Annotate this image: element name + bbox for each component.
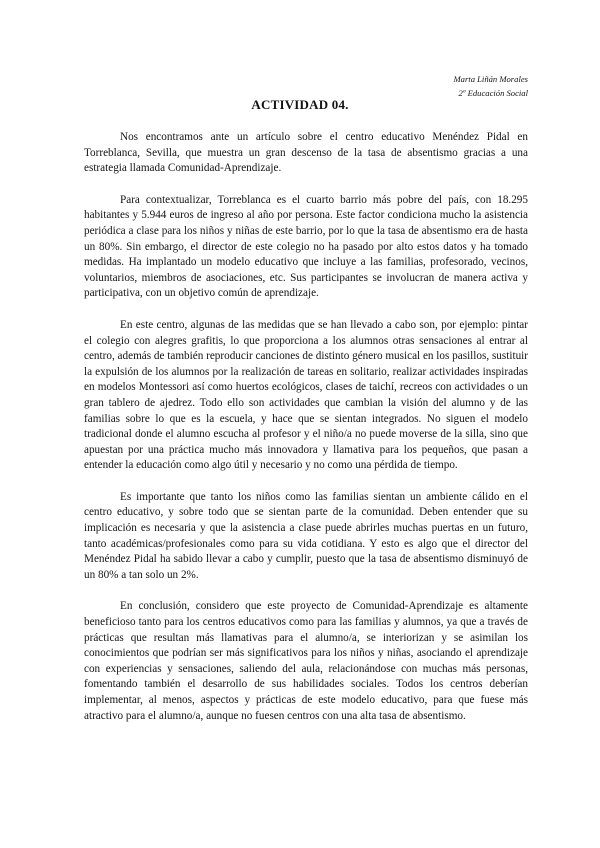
author-block — [454, 72, 528, 100]
paragraph-introduction: Nos encontramos ante un artículo sobre el centro educativo Menéndez Pidal en Torreblanca, Sevilla, que muestra un gran descenso de la tasa de absentismo gracias a una estrategia llamada Comunidad-Aprendizaje. — [84, 131, 528, 175]
course-label: 2º Educación Social — [458, 88, 528, 98]
paragraph-community: Es importante que tanto los niños como las familias sientan un ambiente cálido en el centro educativo, y sobre todo que se sientan parte de la comunidad. Deben entender que su implicación es necesaria y que la asistencia a clase puede abrirles muchas puertas en un futuro, tanto académicas/profesionales como para su vida cotidiana. Y esto es algo que el director del Menéndez Pidal ha sabido llevar a cabo y cumplir, puesto que la tasa de absentismo disminuyó de un 80% a tan solo un 2%. — [84, 490, 528, 581]
author-name: Marta Liñán Morales — [453, 74, 528, 84]
page-title: ACTIVIDAD 04. — [251, 97, 349, 112]
paragraph-conclusion: En conclusión, considero que este proyecto de Comunidad-Aprendizaje es altamente beneficioso tanto para los centros educativos como para las familias y alumnos, ya que a través de prácticas que resultan más llamativas para el alumno/a, se interiorizan y se asimilan los conocimientos que podrían ser más significativos para los niños y niñas, asociando el aprendizaje con experiencias y sensaciones, saliendo del aula, relacionándose con muchas más personas, fomentando también el desarrollo de sus habilidades sociales. Todos los centros deberían implementar, al menos, aspectos y prácticas de este modelo educativo, para que fuese más atractivo para el alumno/a, aunque no fuesen centros con una alta tasa de absentismo. — [84, 600, 528, 722]
paragraph-context: Para contextualizar, Torreblanca es el cuarto barrio más pobre del país, con 18.295 habitantes y 5.944 euros de ingreso al año por persona. Este factor condiciona mucho la asistencia periódica a clase para los niños y niñas de este barrio, por lo que la tasa de absentismo era de hasta un 80%. Sin embargo, el director de este colegio no ha pasado por alto estos datos y ha tomado medidas. Ha implantado un modelo educativo que incluye a las familias, profesorado, vecinos, voluntarios, miembros de asociaciones, etc. Sus participantes se involucran de manera activa y participativa, con un objetivo común de aprendizaje. — [84, 193, 528, 300]
document-body — [84, 130, 528, 740]
paragraph-measures: En este centro, algunas de las medidas que se han llevado a cabo son, por ejemplo: pintar el colegio con alegres grafitis, lo que proporciona a los alumnos otras sensaciones al entrar al centro, además de también reproducir canciones de distinto género musical en los pasillos, sustituir la expulsión de los alumnos por la realización de tareas en solitario, realizar actividades inspiradas en modelos Montessori así como huertos ecológicos, clases de taichí, recreos con actividades o un gran tablero de ajedrez. Todo ello son actividades que cambian la visión del alumno y de las familias sobre lo que es la escuela, y hace que se sientan integrados. No siguen el modelo tradicional donde el alumno escucha al profesor y el niño/a no puede moverse de la silla, sino que apuestan por una práctica mucho más innovadora y llamativa para los pequeños, que pasan a entender la educación como algo útil y necesario y no como una pérdida de tiempo. — [84, 318, 528, 472]
